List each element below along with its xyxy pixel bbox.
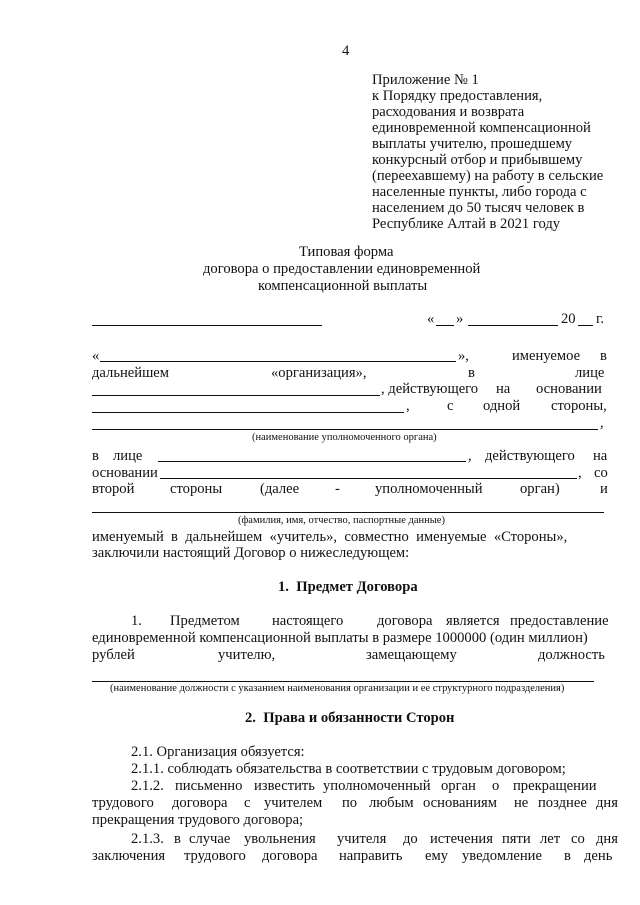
body-word: в [468, 365, 475, 381]
body-word: именуемое [512, 348, 581, 364]
caption-authority-name: (наименование уполномоченного органа) [252, 432, 437, 443]
body-word: на [593, 448, 608, 464]
body-word: со [571, 831, 585, 847]
appendix-line: населенные пункты, либо города с [372, 184, 587, 200]
body-word: дня [596, 831, 618, 847]
title-line: Типовая форма [299, 244, 394, 260]
org-name-blank-line [100, 361, 456, 362]
body-word: является [446, 613, 500, 629]
basis-blank-line [92, 412, 404, 413]
body-word: любым [369, 795, 414, 811]
body-word: истечения [430, 831, 493, 847]
body-word: одной [483, 398, 521, 414]
body-word: со [594, 465, 608, 481]
caption-position: (наименование должности с указанием наименования организации и ее структурного подразделения) [110, 683, 565, 694]
body-word: пяти [502, 831, 531, 847]
body-word: уведомление [462, 848, 542, 864]
body-word: лет [540, 831, 561, 847]
body-word: не [514, 795, 529, 811]
body-word: предоставление [510, 613, 609, 629]
body-word: дня [596, 795, 618, 811]
body-word: лице [113, 448, 143, 464]
appendix-line: Республике Алтай в 2021 году [372, 216, 561, 232]
representative-blank-line [92, 395, 380, 396]
authority-representative-blank-line [158, 461, 466, 462]
body-word: позднее [538, 795, 587, 811]
day-blank-line [436, 325, 454, 326]
body-word: трудового [184, 848, 246, 864]
body-word: « [92, 348, 100, 364]
body-word: в [600, 348, 607, 364]
body-word: направить [339, 848, 403, 864]
body-word: второй [92, 481, 135, 497]
body-word: настоящего [272, 613, 344, 629]
body-word: в [564, 848, 571, 864]
body-word: о [492, 778, 500, 794]
body-word: известить [254, 778, 315, 794]
body-word: на [496, 381, 511, 397]
body-word: заключения [92, 848, 166, 864]
body-word: замещающему [366, 647, 457, 663]
body-word: 2.1.2. [131, 778, 164, 794]
position-blank-line [92, 681, 594, 682]
body-word: », [458, 348, 469, 364]
body-line: 2.1. Организация обязуется: [131, 744, 305, 760]
body-word: рублей [92, 647, 135, 663]
body-word: , [406, 398, 410, 414]
year-suffix: г. [596, 311, 604, 327]
date-quote-open: « [427, 311, 435, 327]
body-line: прекращения трудового договора; [92, 812, 304, 828]
body-word: трудового [92, 795, 154, 811]
body-word: ему [425, 848, 449, 864]
body-word: увольнения [244, 831, 316, 847]
teacher-blank-line [92, 512, 604, 513]
body-word: - [335, 481, 340, 497]
body-word: , [600, 415, 604, 431]
body-word: учителя [337, 831, 387, 847]
date-quote-close: » [456, 311, 464, 327]
body-word: должность [538, 647, 605, 663]
body-word: прекращении [513, 778, 597, 794]
body-word: и [600, 481, 608, 497]
body-line: заключили настоящий Договор о нижеследующем: [92, 545, 410, 561]
body-word: стороны, [551, 398, 607, 414]
caption-teacher-details: (фамилия, имя, отчество, паспортные данные) [238, 515, 445, 526]
body-word: день [584, 848, 613, 864]
body-word: орган) [520, 481, 560, 497]
section-heading: 1. Предмет Договора [278, 579, 418, 595]
appendix-line: к Порядку предоставления, [372, 88, 543, 104]
title-line: компенсационной выплаты [258, 278, 428, 294]
page-number: 4 [342, 43, 350, 59]
body-line: единовременной компенсационной выплаты в размере 1000000 (один миллион) [92, 630, 588, 646]
body-word: основании [92, 465, 158, 481]
body-word: по [342, 795, 358, 811]
body-word: орган [441, 778, 476, 794]
body-word: , [578, 465, 582, 481]
body-word: до [403, 831, 418, 847]
body-word: «организация», [271, 365, 367, 381]
body-word: Предметом [170, 613, 240, 629]
body-word: стороны [170, 481, 223, 497]
year-prefix: 20 [561, 311, 576, 327]
body-word: (далее [260, 481, 300, 497]
month-blank-line [468, 325, 558, 326]
body-word: договора [377, 613, 433, 629]
appendix-line: населением до 50 тысяч человек в [372, 200, 585, 216]
body-word: учителю, [218, 647, 276, 663]
body-word: , действующего [381, 381, 479, 397]
appendix-line: Приложение № 1 [372, 72, 479, 88]
appendix-line: выплаты учителю, прошедшему [372, 136, 573, 152]
body-word: основаниям [423, 795, 497, 811]
appendix-line: (переехавшему) на работу в сельские [372, 168, 604, 184]
body-word: в [92, 448, 99, 464]
body-word: договора [262, 848, 318, 864]
year-blank-line [578, 325, 593, 326]
body-word: учителем [264, 795, 323, 811]
body-word: случае [189, 831, 231, 847]
body-word: действующего [485, 448, 575, 464]
body-word: письменно [175, 778, 243, 794]
place-blank-line [92, 325, 322, 326]
appendix-line: единовременной компенсационной [372, 120, 591, 136]
section-heading: 2. Права и обязанности Сторон [245, 710, 455, 726]
body-word: уполномоченный [323, 778, 431, 794]
body-line: 2.1.1. соблюдать обязательства в соответствии с трудовым договором; [131, 761, 566, 777]
body-word: лице [575, 365, 605, 381]
body-word: в [174, 831, 181, 847]
body-word: 1. [131, 613, 142, 629]
body-word: основании [536, 381, 602, 397]
body-word: с [447, 398, 454, 414]
body-word: , [468, 448, 472, 464]
body-word: с [244, 795, 251, 811]
appendix-line: конкурсный отбор и прибывшему [372, 152, 583, 168]
body-word: уполномоченный [375, 481, 483, 497]
authority-blank-line [92, 429, 598, 430]
title-line: договора о предоставлении единовременной [203, 261, 481, 277]
body-word: дальнейшем [92, 365, 170, 381]
authority-basis-blank-line [160, 478, 577, 479]
appendix-line: расходования и возврата [372, 104, 525, 120]
body-line: именуемый в дальнейшем «учитель», совместно именуемые «Стороны», [92, 529, 568, 545]
body-word: договора [172, 795, 228, 811]
body-word: 2.1.3. [131, 831, 164, 847]
